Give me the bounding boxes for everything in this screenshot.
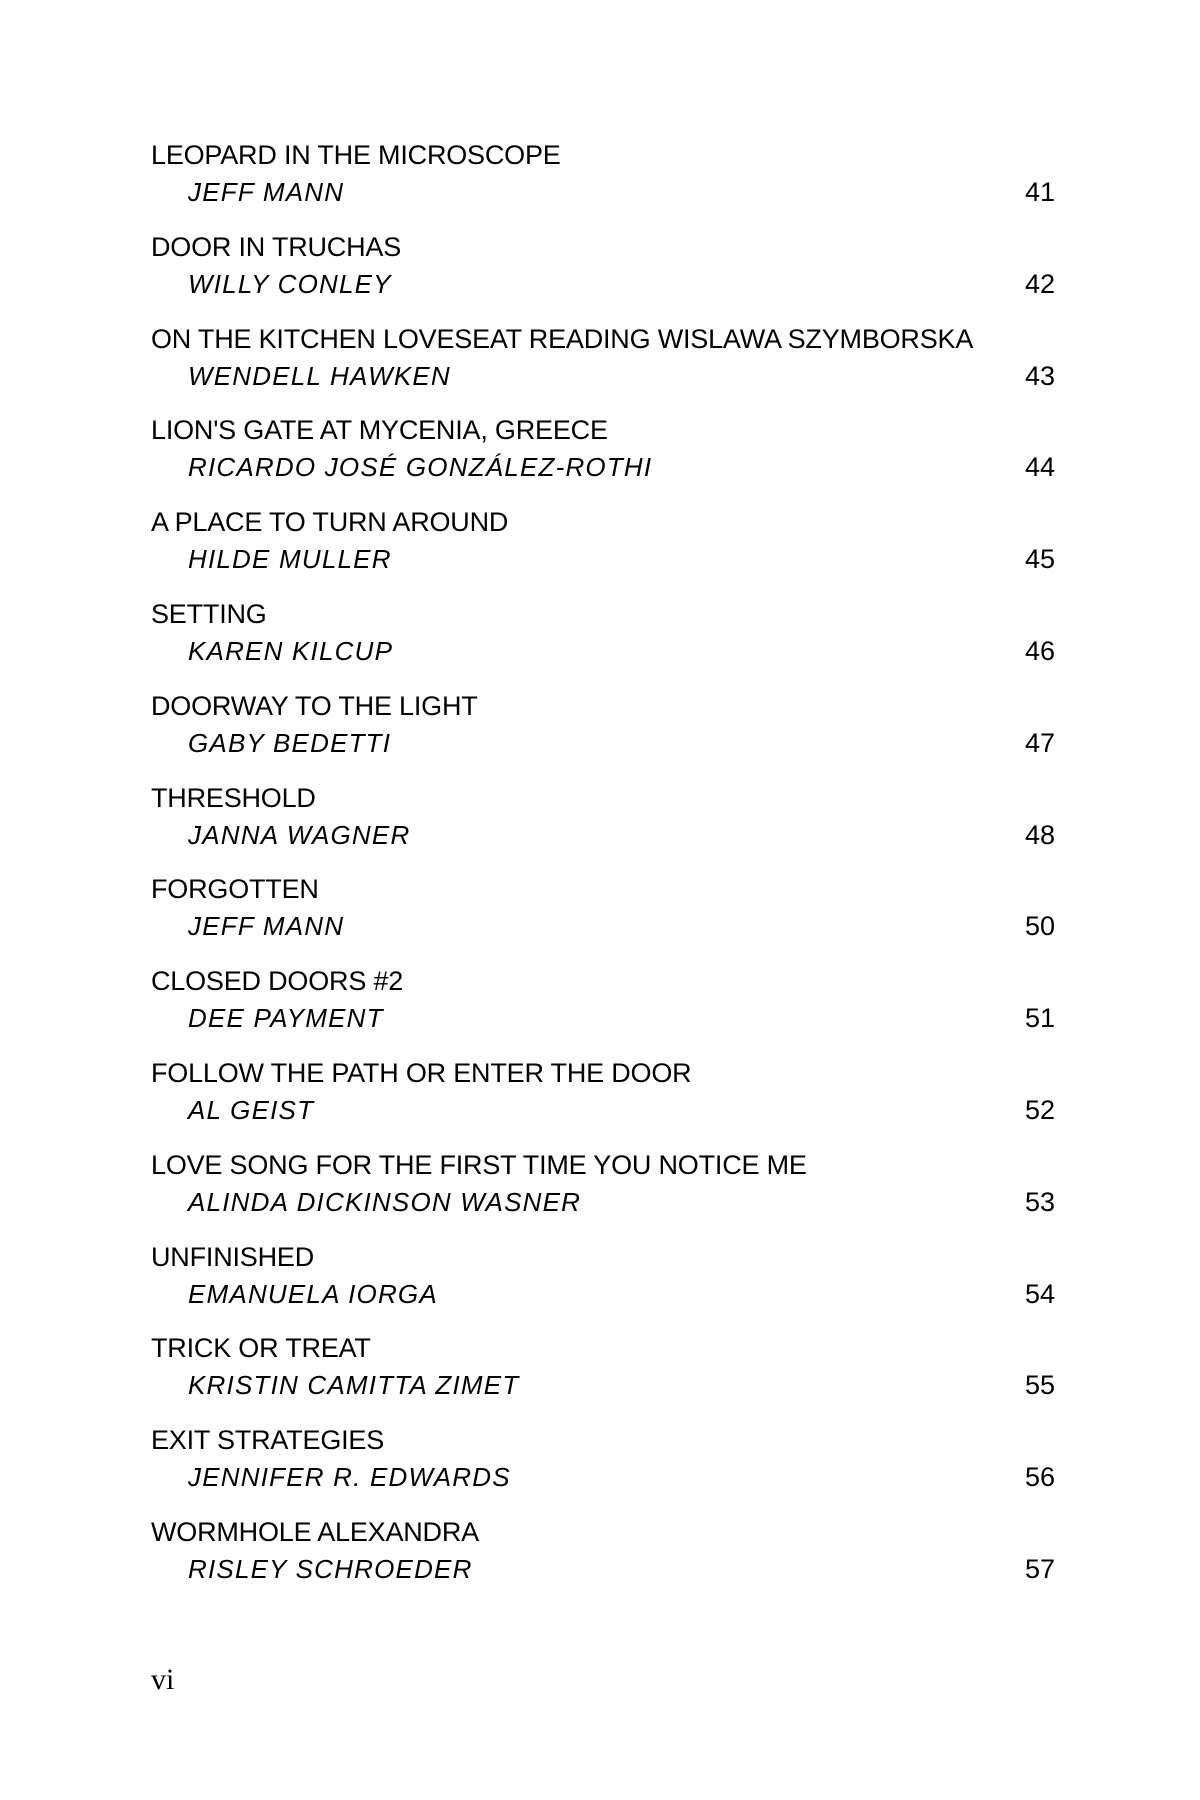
entry-author: HILDE MULLER — [188, 544, 392, 575]
entry-author: JEFF MANN — [188, 911, 345, 942]
entry-title: DOOR IN TRUCHAS — [151, 231, 402, 262]
entry-author: AL GEIST — [188, 1094, 315, 1125]
entry-author: RICARDO JOSÉ GONZÁLEZ-ROTHI — [188, 452, 653, 483]
toc-entry — [151, 230, 1055, 322]
entry-page-number: 55 — [1024, 1370, 1055, 1401]
entry-title: LEOPARD IN THE MICROSCOPE — [151, 140, 561, 170]
toc-entry — [151, 597, 1055, 689]
entry-title: LOVE SONG FOR THE FIRST TIME YOU NOTICE ME — [151, 1149, 807, 1180]
toc-entry — [151, 1423, 1055, 1515]
toc-entry — [151, 1240, 1055, 1332]
entry-page-number: 45 — [1024, 544, 1055, 575]
entry-title: FORGOTTEN — [151, 874, 319, 905]
entry-title: THRESHOLD — [151, 782, 316, 813]
entry-page-number: 41 — [1024, 177, 1055, 207]
toc-entry — [151, 322, 1055, 414]
entry-author: JANNA WAGNER — [188, 819, 411, 850]
toc-entry — [151, 1056, 1055, 1148]
toc-entry — [151, 1515, 1055, 1607]
entry-page-number: 42 — [1024, 268, 1055, 299]
entry-title: DOORWAY TO THE LIGHT — [151, 690, 478, 721]
entry-author: DEE PAYMENT — [188, 1003, 384, 1034]
entry-title: UNFINISHED — [151, 1241, 315, 1272]
entry-author: WENDELL HAWKEN — [188, 360, 451, 391]
toc-entry — [151, 505, 1055, 597]
toc-entry — [151, 1331, 1055, 1423]
folio-page-number: vi — [151, 1663, 175, 1696]
toc-entry — [151, 413, 1055, 505]
entry-author: WILLY CONLEY — [188, 268, 392, 299]
entry-title: LION'S GATE AT MYCENIA, GREECE — [151, 415, 608, 446]
entry-page-number: 52 — [1024, 1094, 1055, 1125]
entry-title: TRICK OR TREAT — [151, 1333, 371, 1364]
toc-entry — [151, 964, 1055, 1056]
toc-entry — [151, 872, 1055, 964]
toc-entry — [151, 781, 1055, 873]
entry-page-number: 56 — [1024, 1462, 1055, 1493]
entry-author: ALINDA DICKINSON WASNER — [188, 1186, 582, 1217]
entry-author: KAREN KILCUP — [188, 635, 394, 666]
entry-page-number: 47 — [1024, 727, 1055, 758]
toc-entry — [151, 138, 1055, 230]
entry-author: GABY BEDETTI — [188, 727, 392, 758]
entry-title: FOLLOW THE PATH OR ENTER THE DOOR — [151, 1057, 692, 1088]
entry-author: JENNIFER R. EDWARDS — [188, 1462, 511, 1493]
entry-page-number: 53 — [1024, 1186, 1055, 1217]
entry-page-number: 44 — [1024, 452, 1055, 483]
entry-title: CLOSED DOORS #2 — [151, 966, 404, 997]
entry-page-number: 48 — [1024, 819, 1055, 850]
entry-title: ON THE KITCHEN LOVESEAT READING WISLAWA SZYMBORSKA — [151, 323, 974, 354]
entry-title: EXIT STRATEGIES — [151, 1425, 385, 1456]
entry-title: SETTING — [151, 598, 267, 629]
toc-entry — [151, 689, 1055, 781]
entry-title: WORMHOLE ALEXANDRA — [151, 1516, 479, 1547]
toc-entry — [151, 1148, 1055, 1240]
entry-page-number: 43 — [1024, 360, 1055, 391]
entry-page-number: 51 — [1024, 1003, 1055, 1034]
entry-author: JEFF MANN — [188, 177, 345, 207]
entry-page-number: 50 — [1024, 911, 1055, 942]
entry-author: RISLEY SCHROEDER — [188, 1553, 473, 1584]
entry-page-number: 54 — [1024, 1278, 1055, 1309]
entry-page-number: 46 — [1024, 635, 1055, 666]
entry-page-number: 57 — [1024, 1553, 1055, 1584]
table-of-contents — [151, 138, 1055, 1607]
entry-author: EMANUELA IORGA — [188, 1278, 438, 1309]
entry-author: KRISTIN CAMITTA ZIMET — [188, 1370, 520, 1401]
entry-title: A PLACE TO TURN AROUND — [151, 507, 509, 538]
